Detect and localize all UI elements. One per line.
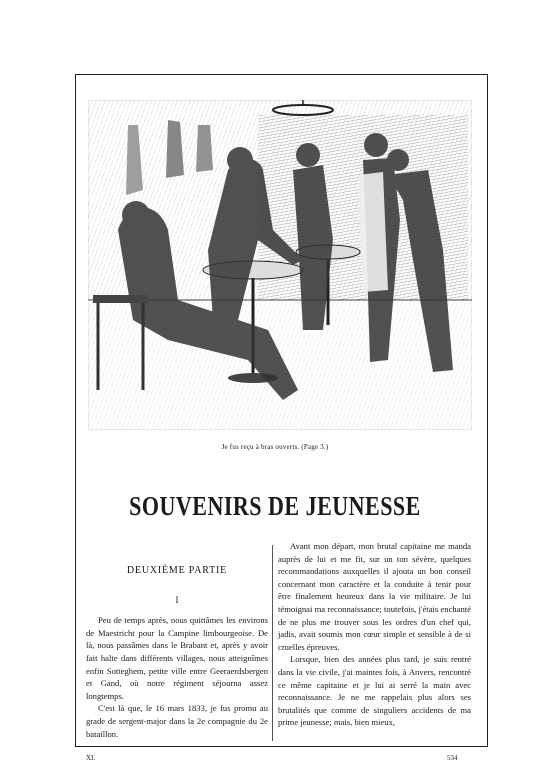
page-title: SOUVENIRS DE JEUNESSE xyxy=(129,490,421,522)
left-column xyxy=(86,553,268,740)
paragraph: Avant mon départ, mon brutal capitaine me manda auprès de lui et me fit, sur un ton sévère, quelques recommandations auxquelles il ajouta un bon conseil concernant mon caractère et la conduite à tenir pour être finalement heureux dans la vie militaire. Je lui témoignai ma reconnaissance; toutefois, j'étais enchanté de ne plus me trouver sous les ordres d'un chef qui, jadis, avait soumis mon cœur simple et sensible à de si cruelles épreuves. xyxy=(278,541,471,652)
tavern-engraving xyxy=(88,100,472,430)
page-number: 534 xyxy=(447,754,458,762)
paragraph: C'est là que, le 16 mars 1833, je fus promu au grade de sergent-major dans la 2e compagnie du 2e bataillon. xyxy=(86,703,268,739)
paragraph: Lorsque, bien des années plus tard, je suis rentré dans la vie civile, j'ai maintes fois, à Anvers, rencontré ce même capitaine et je lui ai serré la main avec reconnaissance. Je ne me rappelais plus alors ses brutalités que comme de singuliers accidents de ma prime jeunesse; mais, bien mieux, xyxy=(278,654,471,728)
part-title: DEUXIÈME PARTIE xyxy=(126,565,228,576)
chair xyxy=(93,295,148,303)
paragraph: Peu de temps après, nous quittâmes les environs de Maestricht pour la Campine limbourgeoise. De là, nous passâmes dans le Brabant et, après y avoir fait halte dans différents villages, nous atteignîmes enfin Sotteghem, petite ville entre Geeraerdsbergen et Gand, où notre régiment séjourna assez longtemps. xyxy=(86,615,268,701)
column-divider xyxy=(272,545,273,741)
right-column xyxy=(278,540,471,729)
hanging-coat xyxy=(196,125,213,172)
chapter-number: I xyxy=(175,594,179,605)
illustration-caption: Je fus reçu à bras ouverts. (Page 3.) xyxy=(221,443,329,451)
footer-signature: XI. xyxy=(86,754,96,762)
